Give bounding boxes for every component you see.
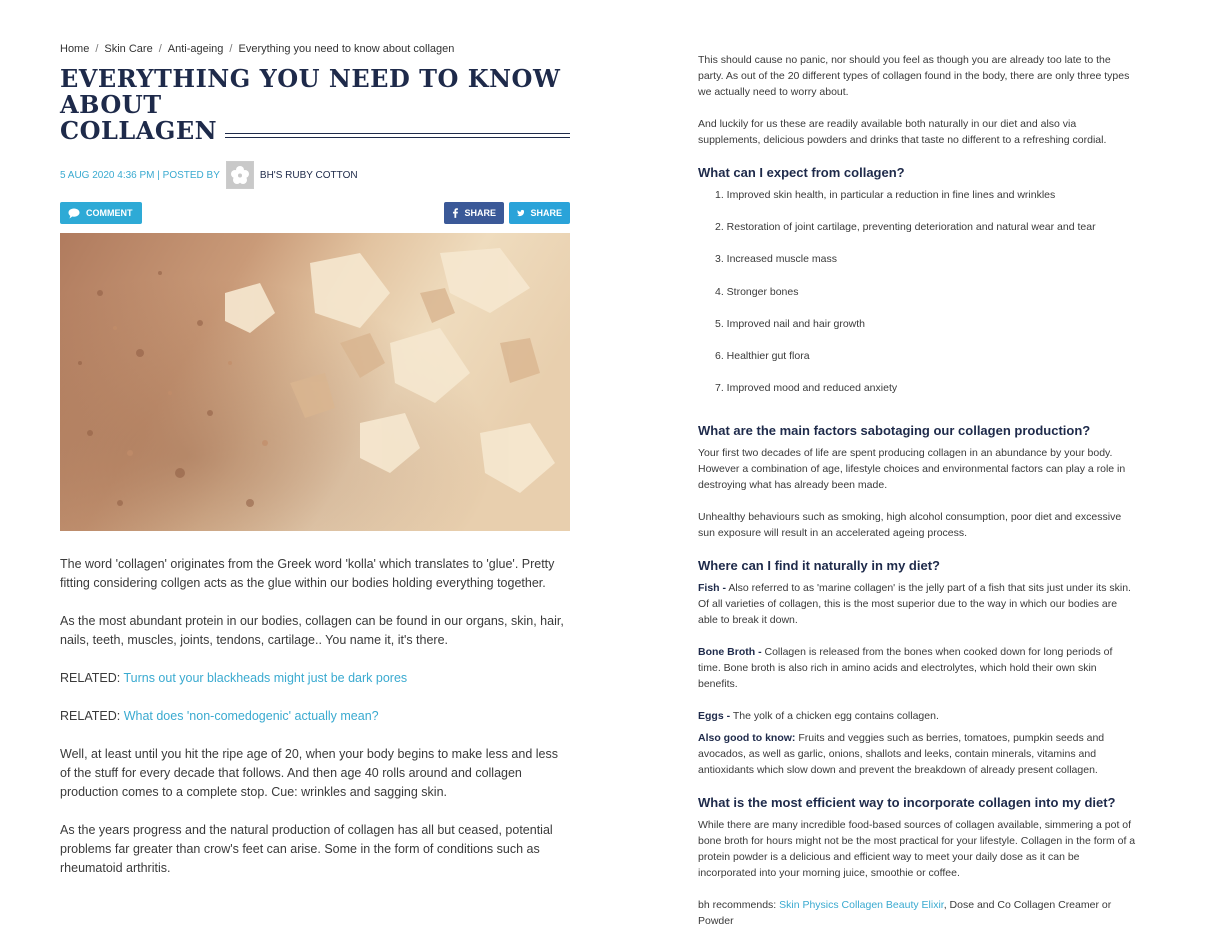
- list-item: 1. Improved skin health, in particular a reduction in fine lines and wrinkles: [715, 189, 1056, 201]
- hero-image-collagen-powder: [60, 233, 570, 531]
- page-title-line2: COLLAGEN: [60, 116, 218, 145]
- breadcrumb-separator: /: [229, 43, 233, 55]
- title-divider: [225, 133, 570, 138]
- list-item: 4. Stronger bones: [715, 285, 799, 298]
- speech-bubble-icon: [68, 208, 80, 219]
- article-actions: [60, 202, 570, 224]
- byline: [60, 160, 570, 190]
- breadcrumb-home[interactable]: Home: [60, 43, 90, 55]
- section-heading-efficient: What is the most efficient way to incorporate collagen into my diet?: [698, 795, 1116, 811]
- author-name[interactable]: BH'S RUBY COTTON: [259, 169, 358, 181]
- paragraph: Your first two decades of life are spent producing collagen in an abundance by your body. However a combination of age, lifestyle choices and environmental factors can play a role in destroying what has already been made.: [698, 447, 1126, 492]
- breadcrumb-separator: /: [158, 43, 162, 55]
- related-link-non-comedogenic[interactable]: What does 'non-comedogenic' actually mean?: [123, 709, 379, 723]
- paragraph: Well, at least until you hit the ripe age of 20, when your body begins to make less and less of the stuff for every decade that follows. And then age 40 rolls around and collagen production comes to a complete stop. Cue: wrinkles and sagging skin.: [60, 747, 558, 799]
- paragraph: The word 'collagen' originates from the Greek word 'kolla' which translates to 'glue'. Pretty fitting considering collgen acts as the glue within our bodies holding everything together.: [60, 557, 555, 590]
- article-right-column: [698, 52, 1138, 930]
- related-link-2: RELATED: What does 'non-comedogenic' actually mean?: [60, 709, 379, 723]
- twitter-share-label: SHARE: [530, 208, 562, 218]
- list-item: 3. Increased muscle mass: [715, 253, 837, 266]
- comment-button[interactable]: [60, 202, 142, 224]
- article-body-left: [60, 555, 570, 878]
- diet-item-fish: Fish - Also referred to as 'marine collagen' is the jelly part of a fish that sits just under its skin. Of all varieties of collagen, this is the most superior due to the way in which our bodies are able to break it down.: [698, 582, 1131, 627]
- facebook-icon: [452, 207, 458, 219]
- twitter-icon: [517, 208, 524, 218]
- list-item: 5. Improved nail and hair growth: [715, 317, 865, 330]
- comment-label: COMMENT: [86, 208, 133, 218]
- paragraph: Unhealthy behaviours such as smoking, high alcohol consumption, poor diet and excessive sun exposure will result in an accelerated ageing process.: [698, 511, 1122, 540]
- paragraph: While there are many incredible food-based sources of collagen available, simmering a pot of bone broth for hours might not be the most practical for your lifestyle. Collagen in the form of a protein powder is a delicious and efficient way to meet your daily dose as it can be incorporated into your morning juice, smoothie or coffee.: [698, 819, 1136, 880]
- diet-item-also: Also good to know: Fruits and veggies such as berries, tomatoes, pumpkin seeds and avocados, as well as garlic, onions, shallots and leeks, contain minerals, vitamins and antioxidants which slow down and prevent the breakdown of already present collagen.: [698, 732, 1105, 777]
- avatar: [226, 161, 254, 189]
- recommendation-link[interactable]: Skin Physics Collagen Beauty Elixir: [779, 899, 944, 912]
- facebook-share-button[interactable]: [444, 202, 504, 224]
- diet-item-eggs: Eggs - The yolk of a chicken egg contains collagen.: [698, 710, 939, 723]
- paragraph: This should cause no panic, nor should you feel as though you are already too late to the party. As out of the 20 different types of collagen found in the body, there are only three types we actually need to worry about.: [698, 54, 1130, 98]
- paragraph: And luckily for us these are readily available both naturally in our diet and also via supplements, delicious powders and drinks that taste no different to a refreshing cordial.: [698, 118, 1107, 146]
- page-title: [60, 66, 570, 144]
- related-link-1: RELATED: Turns out your blackheads might just be dark pores: [60, 671, 408, 685]
- diet-item-bone-broth: Bone Broth - Collagen is released from the bones when cooked down for long periods of time. Bone broth is also rich in amino acids and electrolytes, which hold their own skin benefits.: [698, 646, 1113, 691]
- list-item: 6. Healthier gut flora: [715, 349, 810, 362]
- related-link-blackheads[interactable]: Turns out your blackheads might just be dark pores: [123, 671, 408, 685]
- list-item: 7. Improved mood and reduced anxiety: [715, 382, 898, 395]
- breadcrumb: [60, 40, 570, 58]
- facebook-share-label: SHARE: [464, 208, 496, 218]
- section-heading-sabotage: What are the main factors sabotaging our collagen production?: [698, 423, 1091, 439]
- recommendation: bh recommends: Skin Physics Collagen Beauty Elixir, Dose and Co Collagen Creamer or Powder: [698, 899, 1112, 928]
- breadcrumb-current: Everything you need to know about collagen: [238, 43, 455, 55]
- breadcrumb-separator: /: [95, 43, 99, 55]
- page-title-line1: EVERYTHING YOU NEED TO KNOW ABOUT: [60, 64, 561, 119]
- list-item: 2. Restoration of joint cartilage, preventing deterioration and natural wear and tear: [715, 221, 1096, 234]
- paragraph: As the years progress and the natural production of collagen has all but ceased, potential problems far greater than crow's feet can arise. Some in the form of conditions such as rheumatoid arthritis.: [60, 823, 553, 875]
- twitter-share-button[interactable]: [509, 202, 570, 224]
- post-date: 5 AUG 2020 4:36 PM | POSTED BY: [60, 169, 220, 181]
- paragraph: As the most abundant protein in our bodies, collagen can be found in our organs, skin, hair, nails, teeth, muscles, joints, tendons, cartilage.. You name it, it's there.: [60, 614, 564, 647]
- benefits-list: [715, 187, 1138, 412]
- section-heading-diet: Where can I find it naturally in my diet?: [698, 558, 940, 574]
- section-heading-expect: What can I expect from collagen?: [698, 165, 905, 180]
- breadcrumb-skin-care[interactable]: Skin Care: [104, 43, 153, 55]
- article-left-column: [60, 40, 570, 897]
- flower-icon: [229, 164, 251, 186]
- breadcrumb-anti-ageing[interactable]: Anti-ageing: [167, 43, 224, 55]
